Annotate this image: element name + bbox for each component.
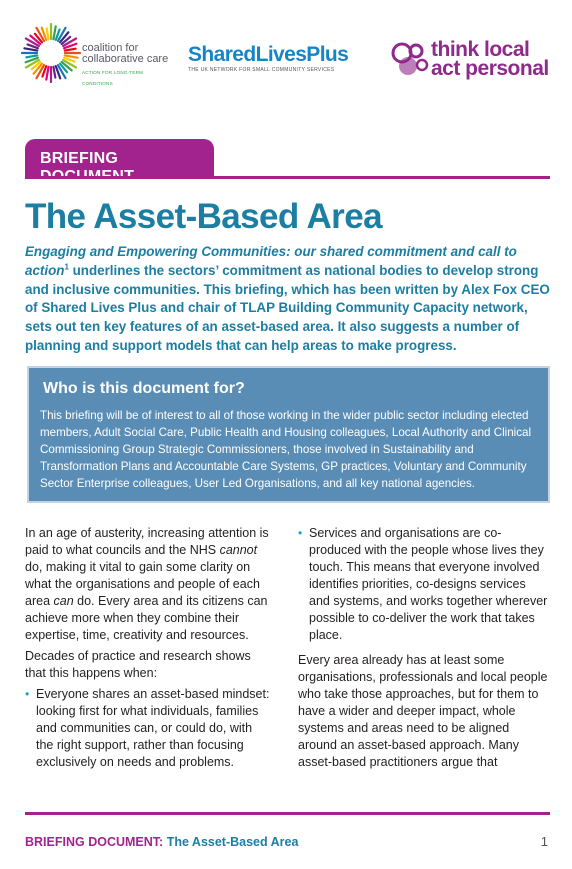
body-paragraph-3: Every area already has at least some organisations, professionals and local people who take those approaches, but for them to have a wider and deeper impact, whole systems and areas need to be aligned around an asset-based approach. Many asset-based practitioners argue that <box>298 653 548 769</box>
bullet-text-2: Services and organisations are co-produced with the people whose lives they touch. This means that everyone involved identifies priorities, co-designs services and systems, and works together wherever possible to co-deliver the work that takes place. <box>309 526 548 642</box>
tlap-logo-line2: act personal <box>431 57 549 80</box>
partner-logos <box>20 22 554 92</box>
body-column-left <box>25 525 270 771</box>
p1-text-a: In an age of austerity, increasing attention is paid to what councils and the NHS <box>25 526 269 557</box>
page-number: 1 <box>540 834 548 849</box>
footnote-marker: 1 <box>64 262 69 272</box>
sunburst-icon <box>20 22 82 84</box>
header-divider <box>25 176 550 179</box>
page-title: The Asset-Based Area <box>25 197 382 236</box>
ccc-logo-tagline: ACTION FOR LONG-TERM CONDITIONS <box>82 70 144 86</box>
footer-label: BRIEFING DOCUMENT: <box>25 835 164 849</box>
bullet-icon: • <box>298 526 303 540</box>
tlap-logo-line1: think local <box>431 38 530 61</box>
people-circles-icon <box>390 41 430 77</box>
intro-report-title: Engaging and Empowering Communities: our shared commitment and call to action <box>25 244 517 278</box>
footer-title: The Asset-Based Area <box>166 835 299 849</box>
p1-text-c: do. Every area and its citizens can achieve more when they combine their expertise, time, creativity and resources. <box>25 594 268 642</box>
bullet-text-1: Everyone shares an asset-based mindset: looking first for what individuals, families and communities can, or could do, with the right support, rather than focusing exclusively on needs and problems. <box>36 687 270 769</box>
callout-heading: Who is this document for? <box>43 380 245 397</box>
body-paragraph-1 <box>25 525 270 644</box>
document-type-tab <box>25 139 214 177</box>
p1-text-b: do, making it vital to gain some clarity on what the organisations and people of each area <box>25 560 260 608</box>
footer-running-title <box>25 835 298 849</box>
think-local-act-personal-logo <box>390 38 554 82</box>
document-type-label: BRIEFING <box>40 150 119 167</box>
intro-text: underlines the sectors’ commitment as national bodies to develop strong and inclusive communities. This briefing, which has been written by Alex Fox CEO of Shared Lives Plus and chair of TLAP Building Community Capacity network, sets out ten key features of an asset-based area. It also suggests a number of planning and support models that can help areas to make progress. <box>25 262 550 353</box>
ccc-logo-line1: coalition for <box>82 42 139 54</box>
slp-logo-name: SharedLivesPlus <box>188 43 349 66</box>
slp-logo-tagline: THE UK NETWORK FOR SMALL COMMUNITY SERVICES <box>188 67 335 73</box>
intro-paragraph <box>25 243 553 356</box>
coalition-for-collaborative-care-logo <box>20 22 170 90</box>
list-item <box>298 525 548 644</box>
callout-body: This briefing will be of interest to all of those working in the wider public sector including elected members, Adult Social Care, Public Health and Housing colleagues, Local Authority and Clinical Commissioning Group Strategic Commissioners, those involved in Sustainability and Transformation Plans and Accountable Care Systems, GP practices, Voluntary and Community Sector Enterprise colleagues, User Led Organisations, and all key national agencies. <box>40 409 532 491</box>
shared-lives-plus-logo <box>188 44 348 73</box>
audience-callout-box <box>27 366 550 503</box>
ccc-logo-line2: collaborative care <box>82 53 169 65</box>
list-item <box>25 686 270 771</box>
p1-emphasis-can: can <box>53 594 74 608</box>
bullet-icon: • <box>25 687 30 701</box>
body-paragraph-2: Decades of practice and research shows that this happens when: <box>25 649 251 680</box>
footer-divider <box>25 812 550 815</box>
body-column-right <box>298 525 548 771</box>
p1-emphasis-cannot: cannot <box>219 543 258 557</box>
